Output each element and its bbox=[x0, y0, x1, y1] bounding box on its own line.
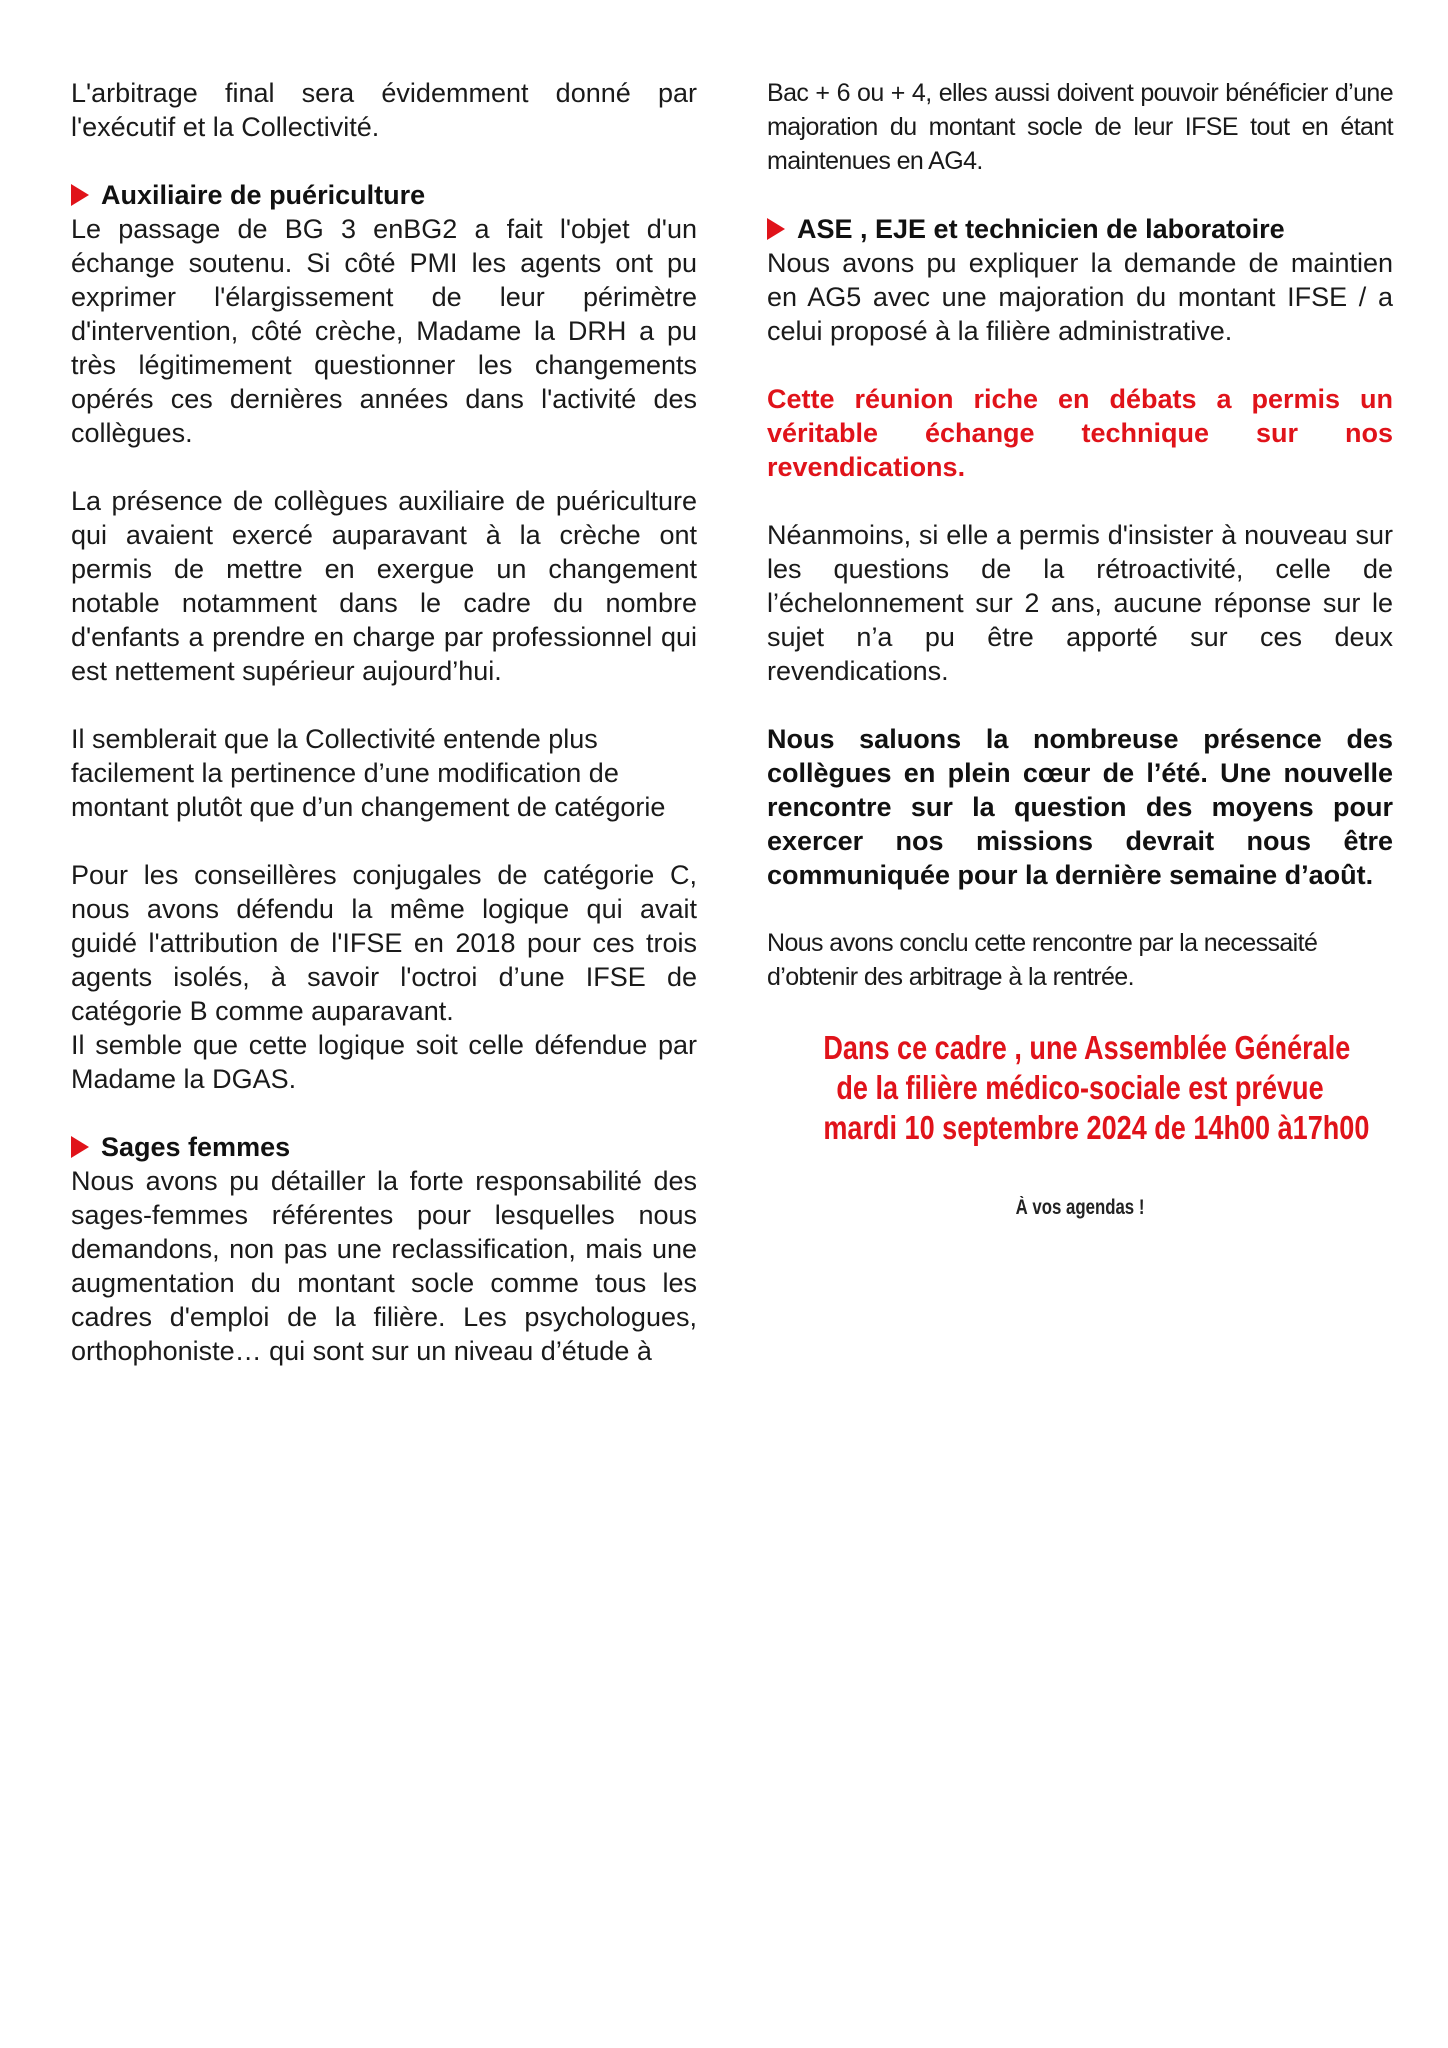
assemblee-generale-announcement bbox=[823, 1028, 1370, 1148]
section-heading-auxiliaire: Auxiliaire de puériculture bbox=[71, 178, 697, 212]
auxiliaire-paragraph-3: Il semblerait que la Collectivité entende plus facilement la pertinence d’une modification de montant plutôt que d’un changement de catégorie bbox=[71, 724, 666, 822]
agenda-reminder: À vos agendas ! bbox=[1015, 1196, 1145, 1219]
auxiliaire-paragraph-2: La présence de collègues auxiliaire de puériculture qui avaient exercé auparavant à la crèche ont permis de mettre en exergue un changement notable notamment dans le cadre du nombre d'enfants a prendre en charge par professionnel qui est nettement supérieur aujourd’hui. bbox=[71, 486, 697, 686]
ase-eje-paragraph: Nous avons pu expliquer la demande de maintien en AG5 avec une majoration du montant IFSE / a celui proposé à la filière administrative. bbox=[767, 248, 1393, 346]
announcement-line: Dans ce cadre , une Assemblée Générale bbox=[823, 1029, 1351, 1066]
intro-paragraph: L'arbitrage final sera évidemment donné par l'exécutif et la Collectivité. bbox=[71, 78, 697, 142]
right-column bbox=[767, 76, 1393, 1220]
neanmoins-paragraph: Néanmoins, si elle a permis d'insister à nouveau sur les questions de la rétroactivité, celle de l’échelonnement sur 2 ans, aucune réponse sur le sujet n’a pu être apporté sur ces deux revendications. bbox=[767, 520, 1393, 686]
reunion-highlight-paragraph: Cette réunion riche en débats a permis un véritable échange technique sur nos revendications. bbox=[767, 384, 1393, 482]
continuation-paragraph: Bac + 6 ou + 4, elles aussi doivent pouvoir bénéficier d’une majoration du montant socle de leur IFSE tout en étant maintenues en AG4. bbox=[767, 79, 1393, 175]
conclusion-paragraph: Nous avons conclu cette rencontre par la necessaité d’obtenir des arbitrage à la rentrée. bbox=[767, 929, 1318, 991]
triangle-bullet-icon bbox=[71, 1136, 89, 1158]
announcement-line: mardi 10 septembre 2024 de 14h00 à17h00 bbox=[823, 1109, 1370, 1146]
announcement-line: de la filière médico-sociale est prévue bbox=[836, 1069, 1324, 1106]
section-heading-ase-eje: ASE , EJE et technicien de laboratoire bbox=[767, 212, 1393, 246]
conseilleres-paragraph-2: Il semble que cette logique soit celle défendue par Madame la DGAS. bbox=[71, 1030, 697, 1094]
triangle-bullet-icon bbox=[767, 218, 785, 240]
left-column bbox=[71, 76, 697, 1368]
saluons-paragraph: Nous saluons la nombreuse présence des collègues en plein cœur de l’été. Une nouvelle rencontre sur la question des moyens pour exercer nos missions devrait nous être communiquée pour la dernière semaine d’août. bbox=[767, 724, 1393, 890]
sages-femmes-paragraph: Nous avons pu détailler la forte responsabilité des sages-femmes référentes pour lesquelles nous demandons, non pas une reclassification, mais une augmentation du montant socle comme tous les cadres d'emploi de la filière. Les psychologues, orthophoniste… qui sont sur un niveau d’étude à bbox=[71, 1166, 697, 1366]
conseilleres-paragraph-1: Pour les conseillères conjugales de catégorie C, nous avons défendu la même logique qui avait guidé l'attribution de l'IFSE en 2018 pour ces trois agents isolés, à savoir l'octroi d’une IFSE de catégorie B comme auparavant. bbox=[71, 860, 697, 1026]
triangle-bullet-icon bbox=[71, 184, 89, 206]
auxiliaire-paragraph-1: Le passage de BG 3 enBG2 a fait l'objet d'un échange soutenu. Si côté PMI les agents ont pu exprimer l'élargissement de leur périmètre d'intervention, côté crèche, Madame la DRH a pu très légitimement questionner les changements opérés ces dernières années dans l'activité des collègues. bbox=[71, 214, 697, 448]
section-heading-sages-femmes: Sages femmes bbox=[71, 1130, 697, 1164]
